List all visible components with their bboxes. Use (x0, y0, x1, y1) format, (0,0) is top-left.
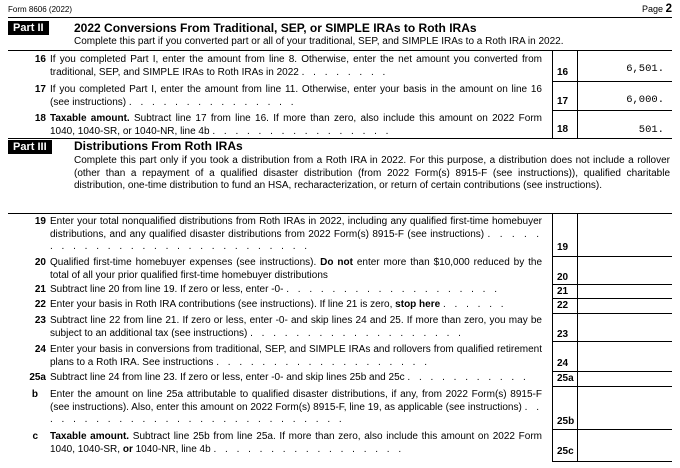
line-number: b (31, 389, 38, 400)
line-text: Subtract line 24 from line 23. If zero or less, enter -0- and skip lines 25b and 25c . . . . . . . . . . . (50, 372, 529, 383)
line-text: If you completed Part I, enter the amount from line 8. Otherwise, enter the net amount you converted from traditional, SEP, and SIMPLE IRAs to Roth IRAs in 2022 . . . . . . . . (50, 54, 542, 78)
line-17 (8, 82, 672, 110)
line-25a (8, 371, 672, 386)
line-18-amount-field[interactable]: 501. (638, 124, 664, 136)
line-box-label: 25b (552, 386, 578, 429)
part-2-description: Complete this part if you converted part or all of your traditional, SEP, and SIMPLE IRAs to a Roth IRA in 2022. (74, 36, 564, 47)
line-box-label: 17 (552, 82, 578, 110)
line-number: 21 (34, 284, 46, 295)
part-3-title: Distributions From Roth IRAs (74, 139, 243, 153)
line-text: If you completed Part I, enter the amount from line 11. Otherwise, enter your basis in the amount on line 16 (see instructions) . . . . . . . . . . . . . . . (50, 84, 542, 108)
line-text: Enter your total nonqualified distributions from Roth IRAs in 2022, including any qualified first-time homebuyer distributions, and any qualified disaster distributions from 2022 Form(s) 8915-F (see instructions) . . . . . . . . . . . . . . . . . . . . . . . . . . . . (50, 216, 542, 252)
line-25c (8, 429, 672, 465)
line-number: 23 (34, 315, 46, 326)
line-box-label: 21 (552, 284, 578, 298)
line-text: Subtract line 20 from line 19. If zero or less, enter -0- . . . . . . . . . . . . . . . . . . . (50, 284, 501, 295)
part-2-title: 2022 Conversions From Traditional, SEP, or SIMPLE IRAs to Roth IRAs (74, 21, 477, 35)
line-box-label: 19 (552, 214, 578, 256)
line-16 (8, 51, 672, 81)
line-23 (8, 313, 672, 341)
line-17-amount-field[interactable]: 6,000. (626, 94, 664, 106)
form-header (8, 0, 672, 18)
line-19-amount-field[interactable] (578, 214, 672, 256)
part-3-label: Part III (8, 140, 52, 154)
line-number: 17 (34, 84, 46, 95)
page-number: 2 (665, 3, 672, 15)
line-20 (8, 256, 672, 284)
line-box-label: 24 (552, 341, 578, 371)
line-number: 22 (34, 299, 46, 310)
line-number: 20 (34, 257, 46, 268)
line-19 (8, 214, 672, 256)
line-number: 16 (34, 54, 46, 65)
line-box-label: 25a (552, 371, 578, 386)
line-21 (8, 284, 672, 298)
line-18 (8, 111, 672, 138)
line-box-label: 20 (552, 256, 578, 284)
line-number: c (32, 431, 38, 442)
page-label: Page (642, 4, 664, 14)
line-number: 19 (34, 216, 46, 227)
line-24 (8, 341, 672, 371)
line-text: Taxable amount. Subtract line 17 from line 16. If more than zero, also include this amount on 2022 Form 1040, 1040-SR, or 1040-NR, line 4b . . . . . . . . . . . . . . . . (50, 113, 542, 137)
divider (552, 461, 672, 462)
line-box-label: 23 (552, 313, 578, 341)
line-16-amount-field[interactable]: 6,501. (626, 63, 664, 75)
form-id: Form 8606 (2022) (8, 5, 73, 14)
line-box-label: 18 (552, 111, 578, 138)
line-text: Taxable amount. Subtract line 25b from line 25a. If more than zero, also include this amount on 2022 Form 1040, 1040-SR, or 1040-NR, line 4b . . . . . . . . . . . . . . . . . (50, 431, 542, 455)
part-2-heading (8, 20, 672, 50)
line-box-label: 16 (552, 51, 578, 81)
line-text: Subtract line 22 from line 21. If zero or less, enter -0- and skip lines 24 and 25. If more than zero, you may be subject to an additional tax (see instructions) . . . . . . . . . . . . . . . . . . . (50, 315, 542, 339)
line-number: 18 (34, 113, 46, 124)
line-22 (8, 298, 672, 313)
line-text: Qualified first-time homebuyer expenses (see instructions). Do not enter more than $10,000 reduced by the total of all your prior qualified first-time homebuyer distributions (50, 257, 543, 281)
line-25b (8, 386, 672, 429)
line-text: Enter your basis in Roth IRA contributions (see instructions). If line 21 is zero, stop here . . . . . . (50, 299, 507, 310)
part-3-heading (8, 139, 672, 209)
part-3-amount-column[interactable] (578, 256, 672, 461)
page-indicator (642, 3, 672, 15)
part-3-description: Complete this part only if you took a distribution from a Roth IRA in 2022. For this purpose, a distribution does not include a rollover (other than a repayment of a qualified disaster distribution (from 2022 Form(s) 8915-F (see instructions)), qualified charitable distribution, one-time distribution to fund an HSA, recharacterization, or return of certain contributions (see instructions). (74, 155, 670, 191)
line-text: Enter the amount on line 25a attributable to qualified disaster distributions, if any, from 2022 Form(s) 8915-F (see instructions). Also, enter this amount on 2022 Form(s) 8915-F, line 19, as applicable (see instructions) . . . . . . . . . . . . . . . . . . . . . . . . . . . . (50, 389, 542, 425)
line-text: Enter your basis in conversions from traditional, SEP, and SIMPLE IRAs and rollovers from qualified retirement plans to a Roth IRA. See instructions . . . . . . . . . . . . . . . . . . . (50, 344, 542, 368)
part-2-label: Part II (8, 21, 49, 35)
line-box-label: 22 (552, 298, 578, 313)
line-number: 25a (29, 372, 46, 383)
line-box-label: 25c (552, 429, 578, 461)
line-number: 24 (34, 344, 46, 355)
